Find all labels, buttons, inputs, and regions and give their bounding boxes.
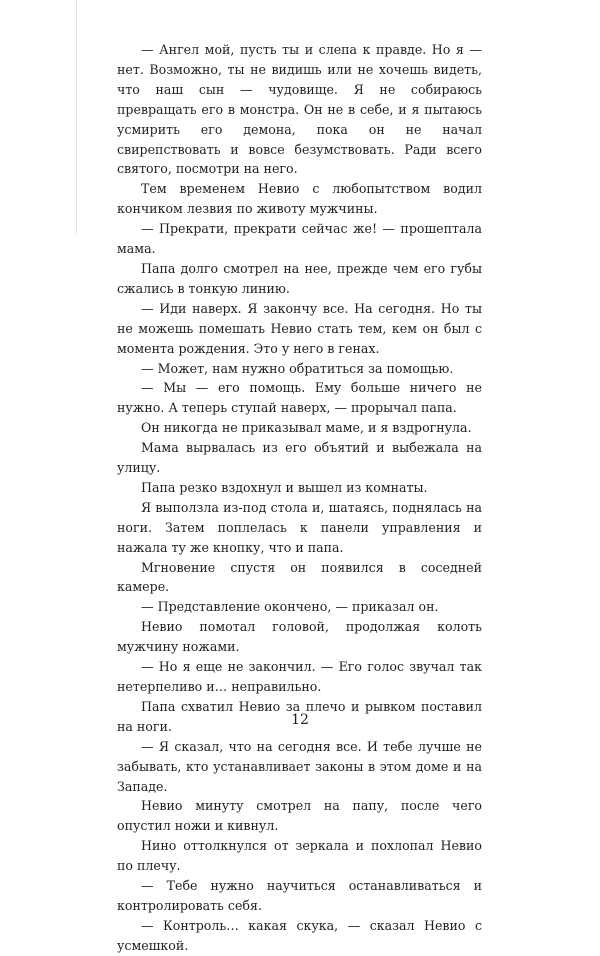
paragraph: — Мы — его помощь. Ему больше ничего не нужно. А теперь ступай наверх, — прорычал папа. [117, 380, 482, 416]
paragraph: Мгновение спустя он появился в соседней камере. [117, 559, 482, 595]
paragraph: — Но я еще не закончил. — Его голос звучал так нетерпеливо и… неправильно. [117, 659, 482, 694]
paragraph: — Контроль… какая скука, — сказал Невио с усмешкой. [117, 917, 482, 953]
paragraph: Невио минуту смотрел на папу, после чего опустил ножи и кивнул. [117, 798, 482, 834]
paragraph: — Прекрати, прекрати сейчас же! — прошептала мама. [117, 221, 482, 257]
paragraph: — Я сказал, что на сегодня все. И тебе лучше не забывать, кто устанавливает законы в этом доме и на Западе. [117, 738, 482, 794]
paragraph: — Ангел мой, пусть ты и слепа к правде. Но я — нет. Возможно, ты не видишь или не хочешь видеть, что наш сын — чудовище. Я не собираюсь превращать его в монстра. Он не в себе, и я пытаюсь усмирить его демона, пока он не начал свирепствовать и вовсе безумствовать. Ради всего святого, посмотри на него. [117, 42, 482, 177]
paragraph: Он никогда не приказывал маме, и я вздрогнула. [141, 420, 472, 436]
paragraph: Папа схватил Невио за плечо и рывком поставил на ноги. [117, 698, 482, 734]
paragraph: Тем временем Невио с любопытством водил кончиком лезвия по животу мужчины. [117, 181, 482, 217]
paragraph: Папа долго смотрел на нее, прежде чем его губы сжались в тонкую линию. [117, 260, 482, 296]
paragraph: — Иди наверх. Я закончу все. На сегодня. Но ты не можешь помешать Невио стать тем, кем он был с момента рождения. Это у него в генах. [117, 300, 482, 356]
paragraph: Мама вырвалась из его объятий и выбежала на улицу. [117, 440, 482, 476]
paragraph: — Может, нам нужно обратиться за помощью. [141, 360, 454, 376]
page-number: 12 [291, 712, 309, 728]
paragraph: Нино оттолкнулся от зеркала и похлопал Невио по плечу. [117, 838, 482, 874]
paragraph: Папа резко вздохнул и вышел из комнаты. [141, 479, 428, 495]
page-gutter-line [76, 0, 77, 235]
paragraph: — Представление окончено, — приказал он. [141, 599, 439, 615]
paragraph: Я выползла из-под стола и, шатаясь, поднялась на ноги. Затем поплелась к панели управления и нажала ту же кнопку, что и папа. [117, 499, 482, 555]
paragraph: — Тебе нужно научиться останавливаться и контролировать себя. [117, 878, 482, 913]
body-text [117, 40, 482, 956]
paragraph: Невио помотал головой, продолжая колоть мужчину ножами. [117, 619, 482, 655]
